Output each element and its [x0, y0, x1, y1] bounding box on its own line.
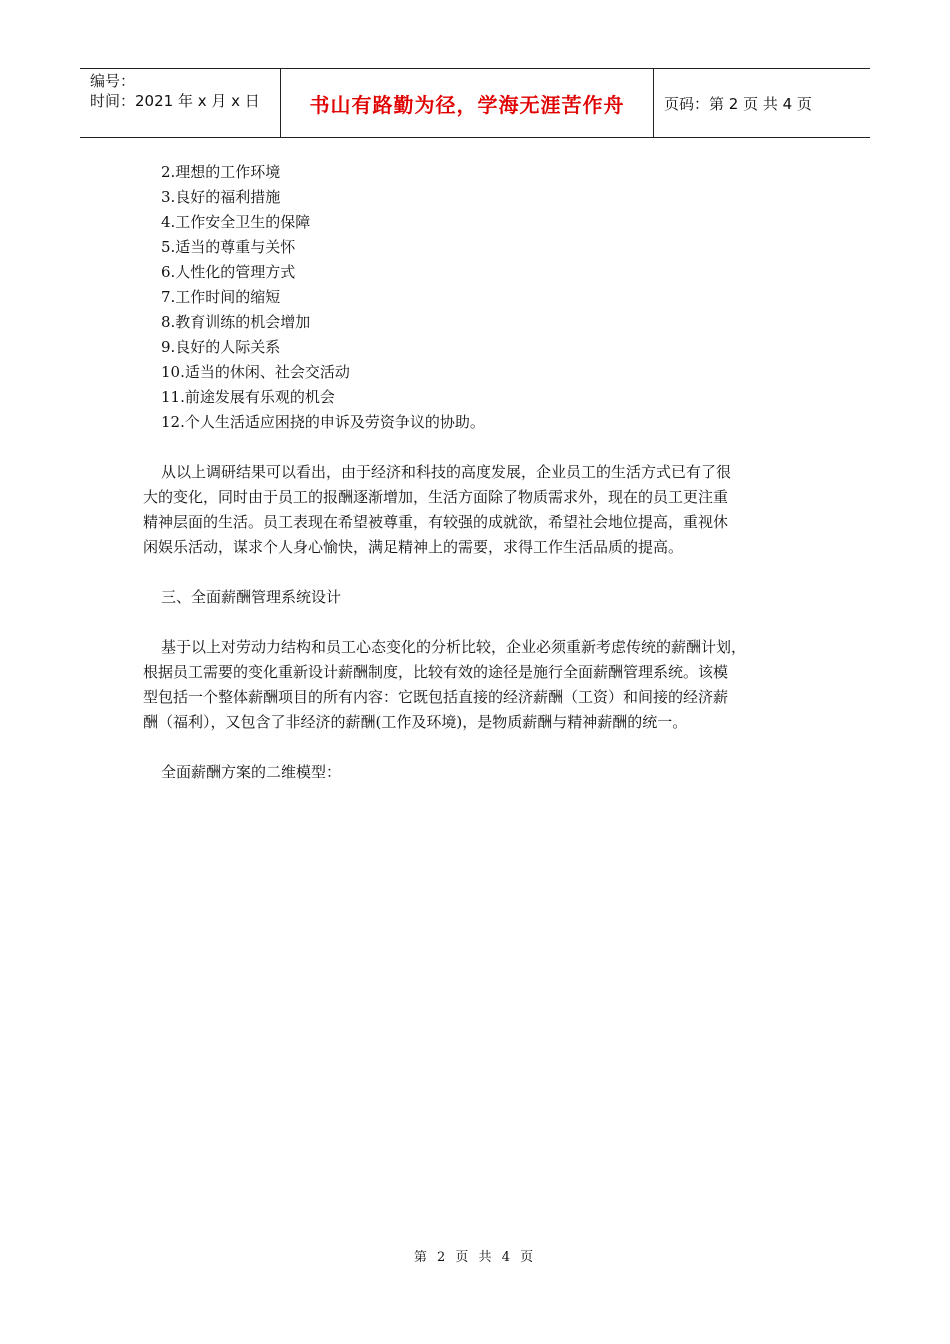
- paragraph-line: 从以上调研结果可以看出，由于经济和科技的高度发展，企业员工的生活方式已有了很: [161, 463, 732, 481]
- list-item: 10.适当的休闲、社会交活动: [161, 363, 350, 381]
- list-item: 11.前途发展有乐观的机会: [161, 388, 335, 406]
- model-caption: 全面薪酬方案的二维模型：: [161, 763, 342, 781]
- list-item: 8.教育训练的机会增加: [161, 313, 311, 331]
- list-item: 9.良好的人际关系: [161, 338, 281, 356]
- list-item: 2.理想的工作环境: [161, 163, 281, 181]
- paragraph-line: 大的变化，同时由于员工的报酬逐渐增加，生活方面除了物质需求外，现在的员工更注重: [143, 488, 729, 506]
- list-item: 12.个人生活适应困挠的申诉及劳资争议的协助。: [161, 413, 485, 431]
- paragraph-line: 基于以上对劳动力结构和员工心态变化的分析比较，企业必须重新考虑传统的薪酬计划，: [161, 638, 747, 656]
- header-meta: [80, 69, 281, 137]
- list-item: 6.人性化的管理方式: [161, 263, 296, 281]
- survey-conclusion-paragraph: [143, 460, 811, 560]
- list-item: 4.工作安全卫生的保障: [161, 213, 311, 231]
- header-motto: 书山有路勤为径，学海无涯苦作舟: [281, 69, 654, 137]
- paragraph-line: 根据员工需要的变化重新设计薪酬制度，比较有效的途径是施行全面薪酬管理系统。该模: [143, 663, 729, 681]
- list-item: 7.工作时间的缩短: [161, 288, 281, 306]
- page-footer: 第 2 页 共 4 页: [413, 1250, 537, 1265]
- header-page-info: 页码：第 2 页 共 4 页: [664, 94, 812, 113]
- page-header: [80, 68, 870, 138]
- factor-list: [161, 160, 811, 435]
- document-number-label: 编号：: [90, 72, 136, 90]
- paragraph-line: 闲娱乐活动，谋求个人身心愉快，满足精神上的需要，求得工作生活品质的提高。: [143, 538, 684, 556]
- document-body: [143, 160, 811, 785]
- list-item: 5.适当的尊重与关怀: [161, 238, 296, 256]
- paragraph-line: 型包括一个整体薪酬项目的所有内容：它既包括直接的经济薪酬（工资）和间接的经济薪: [143, 688, 729, 706]
- paragraph-line: 精神层面的生活。员工表现在希望被尊重，有较强的成就欲，希望社会地位提高，重视休: [143, 513, 729, 531]
- section-heading: 三、全面薪酬管理系统设计: [161, 588, 342, 606]
- list-item: 3.良好的福利措施: [161, 188, 281, 206]
- document-date: 时间：2021 年 x 月 x 日: [90, 92, 260, 110]
- total-compensation-paragraph: [143, 635, 811, 735]
- paragraph-line: 酬（福利），又包含了非经济的薪酬(工作及环境)，是物质薪酬与精神薪酬的统一。: [143, 713, 688, 731]
